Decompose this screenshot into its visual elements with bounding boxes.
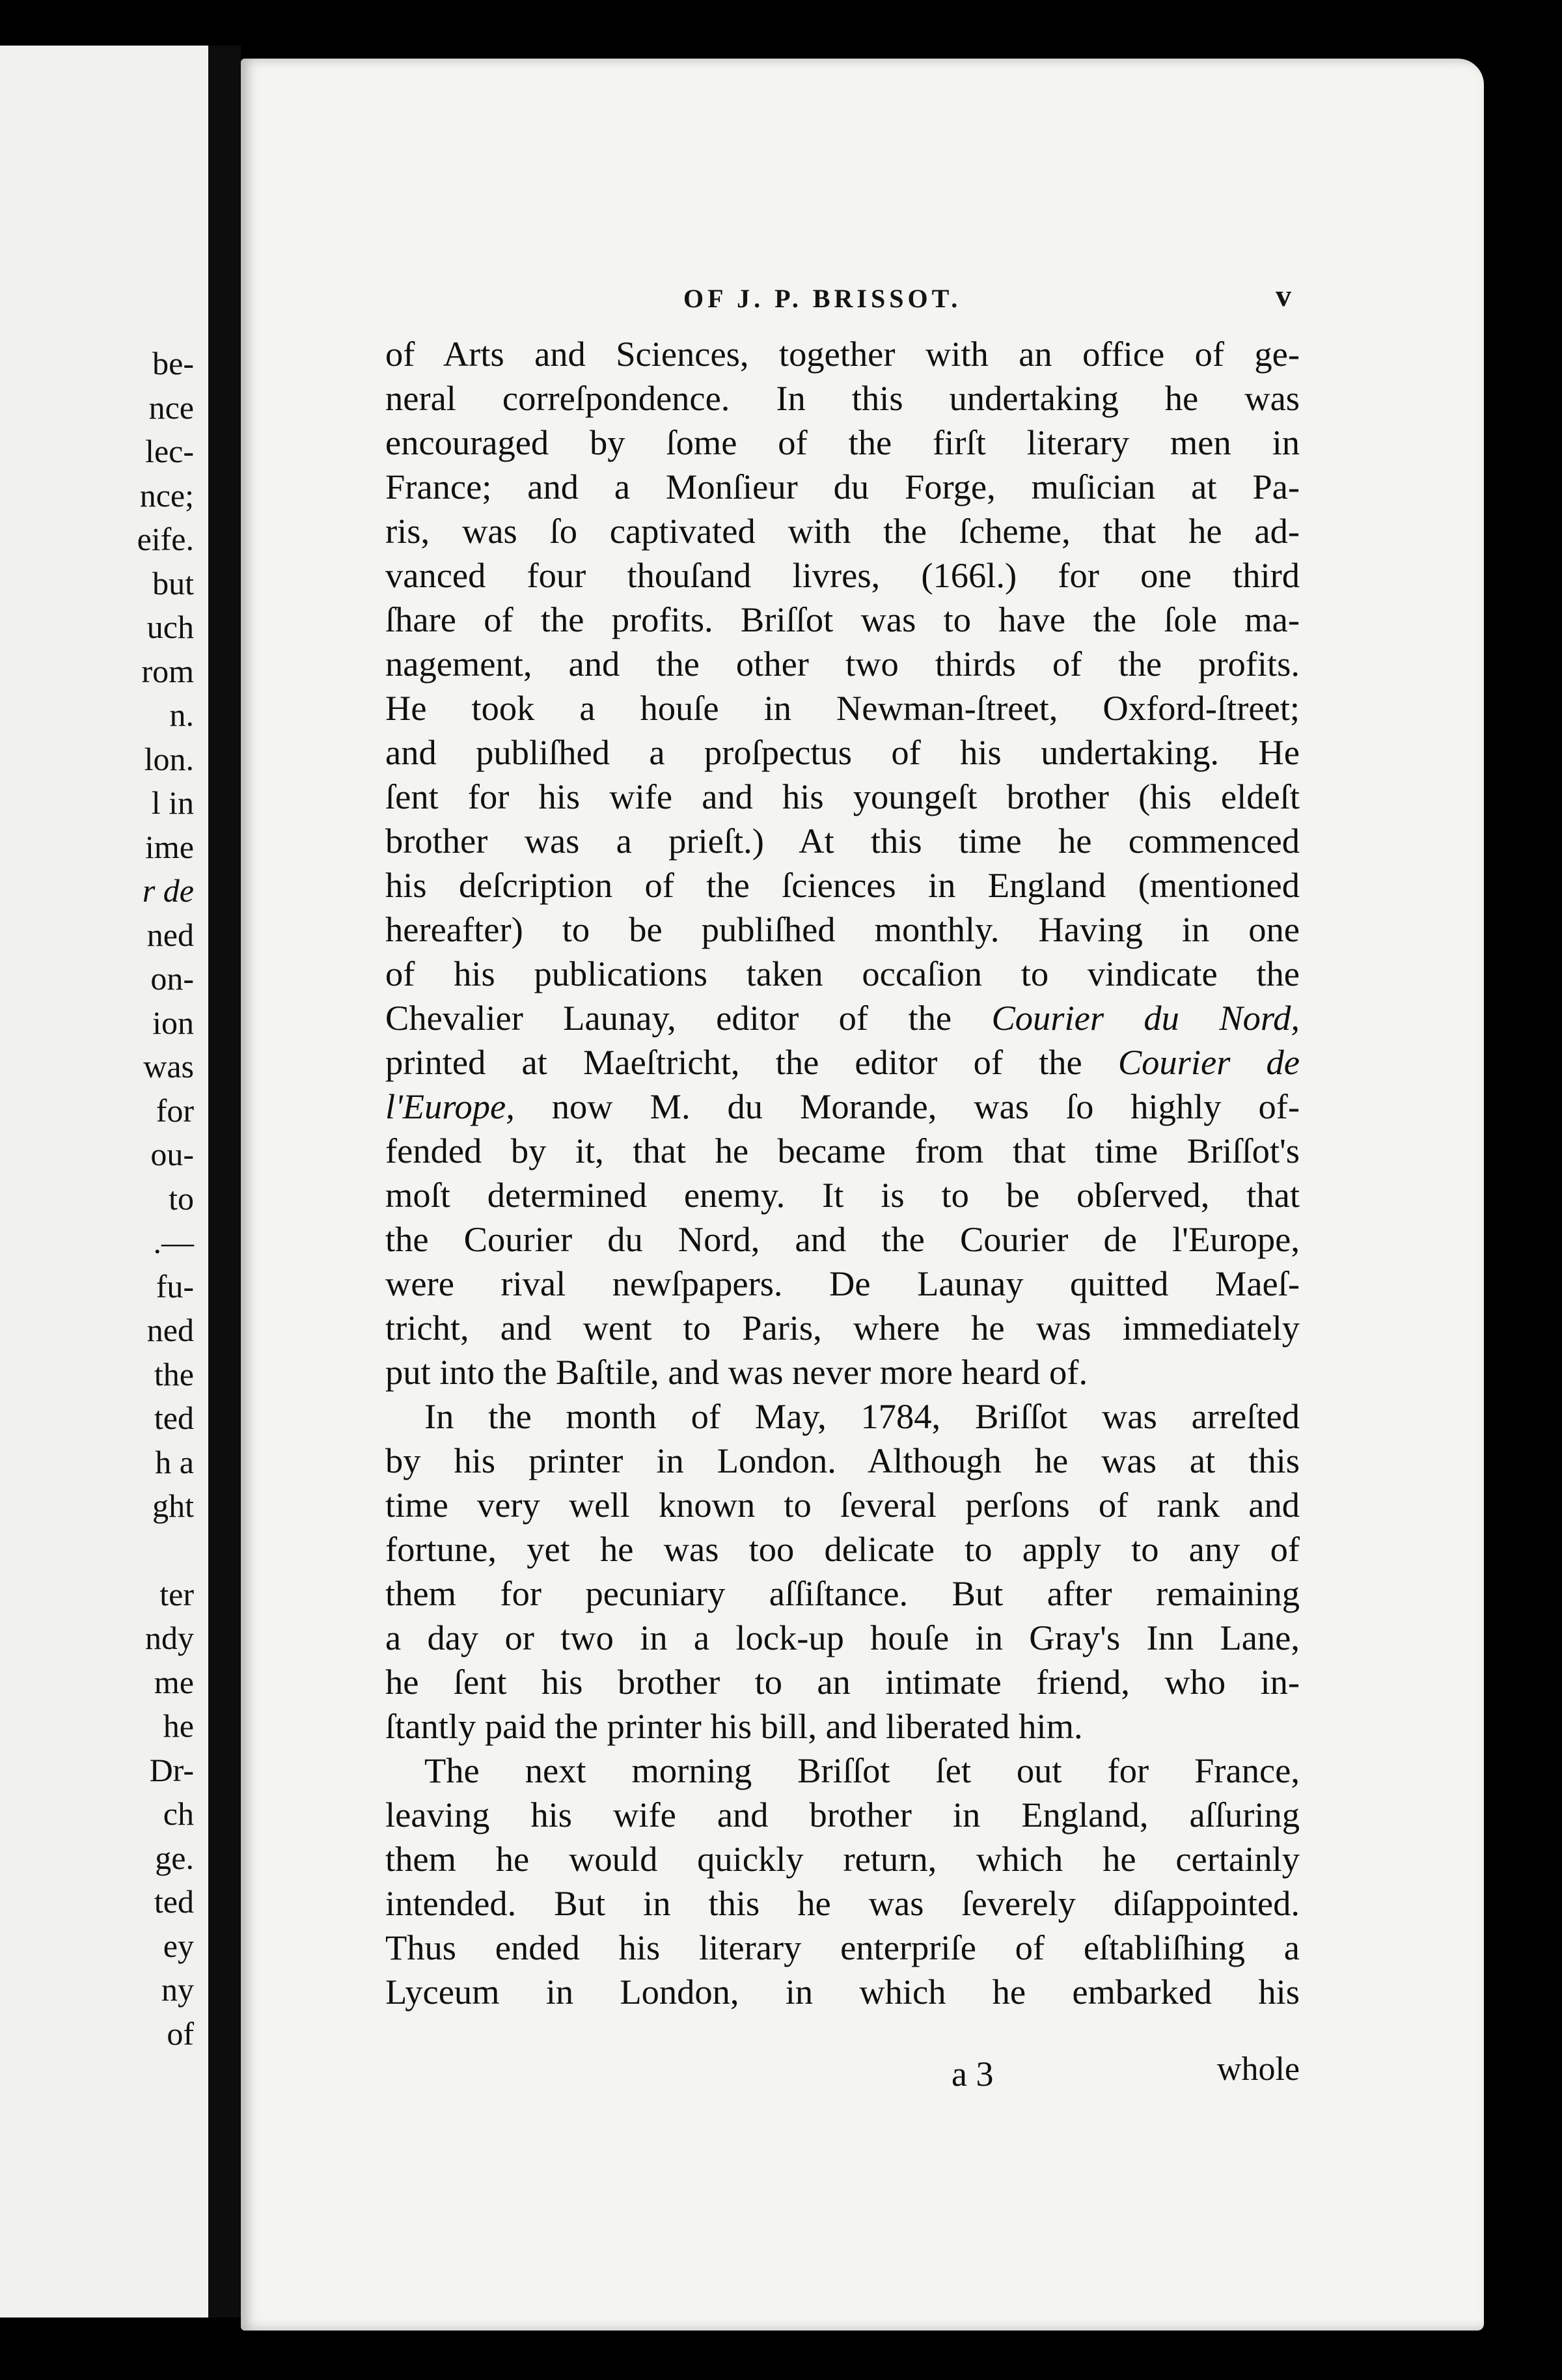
facing-line-ending: he [163,1708,194,1744]
text-line: intended. But in this he was ſeverely diſappointed. [385,1883,1300,1923]
facing-line-ending: nce [148,389,194,426]
facing-line-ending: ou- [150,1136,194,1172]
text-line: he ſent his brother to an intimate friend, who in- [385,1662,1300,1702]
text-line: vanced four thouſand livres, (166l.) for one third [385,555,1300,595]
page-body-text [385,332,1300,2014]
facing-line-ending: ted [154,1400,194,1436]
catchword: whole [1216,2051,1300,2088]
facing-line-ending: ion [152,1004,194,1041]
facing-line-ending: ned [146,1312,194,1348]
facing-line-ending: for [156,1092,194,1129]
text-line: ris, was ſo captivated with the ſcheme, that he ad- [385,511,1300,551]
facing-line-ending: uch [146,609,194,645]
text-line: were rival newſpapers. De Launay quitted Maeſ- [385,1264,1300,1303]
text-run: now M. du Morande, was ſo highly of- [514,1086,1300,1126]
facing-line-ending: be- [152,345,194,381]
facing-line-ending: ted [154,1883,194,1920]
facing-line-ending: lon. [144,740,194,777]
text-line: ſent for his wife and his youngeſt brother (his eldeſt [385,777,1300,816]
facing-line-ending: lec- [145,433,194,469]
text-line: a day or two in a lock-up houſe in Gray's Inn Lane, [385,1618,1300,1657]
facing-line-ending: rom [141,652,194,689]
page-number: v [1276,279,1291,313]
text-line: moſt determined enemy. It is to be obſerved, that [385,1175,1300,1215]
facing-line-ending: eife. [137,521,194,557]
text-line: of Arts and Sciences, together with an office of ge- [385,334,1300,374]
facing-page-line-endings [137,342,194,2056]
text-line: of his publications taken occaſion to vindicate the [385,954,1300,993]
text-line: the Courier du Nord, and the Courier de l'Europe, [385,1219,1300,1259]
text-line: encouraged by ſome of the firſt literary men in [385,422,1300,462]
italic-title: Courier du Nord, [991,998,1300,1038]
text-line: and publiſhed a proſpectus of his undertaking. He [385,732,1300,772]
facing-line-ending: nce; [139,477,194,514]
facing-line-ending: but [152,564,194,602]
book-gutter [208,46,241,2318]
text-line: ſtantly paid the printer his bill, and liberated him. [385,1706,1083,1746]
text-line [385,1040,1300,1085]
facing-page-fragment [0,46,208,2318]
text-line: fortune, yet he was too delicate to apply to any of [385,1529,1300,1569]
text-line: He took a houſe in Newman-ſtreet, Oxford-ſtreet; [385,688,1300,728]
facing-line-ending: to [169,1180,194,1217]
text-line: brother was a prieſt.) At this time he commenced [385,821,1300,861]
facing-line-ending: me [154,1663,194,1700]
text-line: ſhare of the profits. Briſſot was to have the ſole ma- [385,600,1300,639]
text-line: In the month of May, 1784, Briſſot was arreſted [424,1396,1300,1436]
text-line [385,1085,1300,1129]
text-line: The next morning Briſſot ſet out for France, [424,1750,1300,1790]
facing-line-ending: on- [150,960,194,997]
facing-line-ending: ter [159,1575,194,1612]
text-line: France; and a Monſieur du Forge, muſician at Pa- [385,467,1300,506]
text-line [385,996,1300,1040]
text-run: Chevalier Launay, editor of the [385,998,992,1038]
facing-line-ending: ey [163,1927,194,1964]
facing-line-ending: ge. [155,1839,194,1876]
facing-line-ending: l in [151,784,194,821]
text-line: put into the Baſtile, and was never more heard of. [385,1352,1088,1392]
book-page [241,59,1484,2331]
text-line: by his printer in London. Although he was at this [385,1441,1300,1480]
facing-line-ending: fu- [156,1267,194,1305]
facing-line-ending: Dr- [149,1751,194,1788]
text-run: printed at Maeſtricht, the editor of the [385,1042,1118,1082]
facing-line-ending: the [154,1355,194,1392]
text-line: them for pecuniary aſſiſtance. But after remaining [385,1573,1300,1613]
facing-line-ending [137,1529,194,1573]
text-line: fended by it, that he became from that time Briſſot's [385,1131,1300,1170]
facing-line-ending: ny [161,1971,194,2008]
facing-line-ending: ch [163,1795,194,1832]
facing-line-ending: n. [169,697,194,733]
facing-line-ending: ned [146,916,194,953]
page-header [241,279,1484,322]
facing-line-ending: was [143,1048,194,1085]
facing-line-ending: of [167,2015,194,2052]
text-line: tricht, and went to Paris, where he was immediately [385,1308,1300,1348]
facing-line-ending: .— [153,1224,194,1260]
text-line: neral correſpondence. In this undertaking he was [385,378,1300,418]
text-line: them he would quickly return, which he certainly [385,1839,1300,1879]
text-line: nagement, and the other two thirds of the profits. [385,644,1300,684]
text-line: hereafter) to be publiſhed monthly. Having in one [385,909,1300,949]
text-line: time very well known to ſeveral perſons of rank and [385,1485,1300,1525]
text-line: Lyceum in London, in which he embarked his [385,1972,1300,2012]
facing-line-ending: r de [142,872,194,909]
facing-line-ending: ime [145,828,194,865]
facing-line-ending: ndy [145,1620,194,1656]
italic-title: l'Europe, [385,1086,515,1126]
italic-title: Courier de [1117,1042,1300,1082]
facing-line-ending: h a [155,1443,194,1480]
page-footer [385,2051,1300,2099]
facing-line-ending: ght [152,1488,194,1524]
running-head: OF J. P. BRISSOT. [683,284,962,313]
text-line: Thus ended his literary enterpriſe of eſtabliſhing a [385,1928,1300,1967]
signature-mark: a 3 [952,2055,994,2094]
text-line: his deſcription of the ſciences in England (mentioned [385,865,1300,905]
text-line: leaving his wife and brother in England, aſſuring [385,1795,1300,1834]
